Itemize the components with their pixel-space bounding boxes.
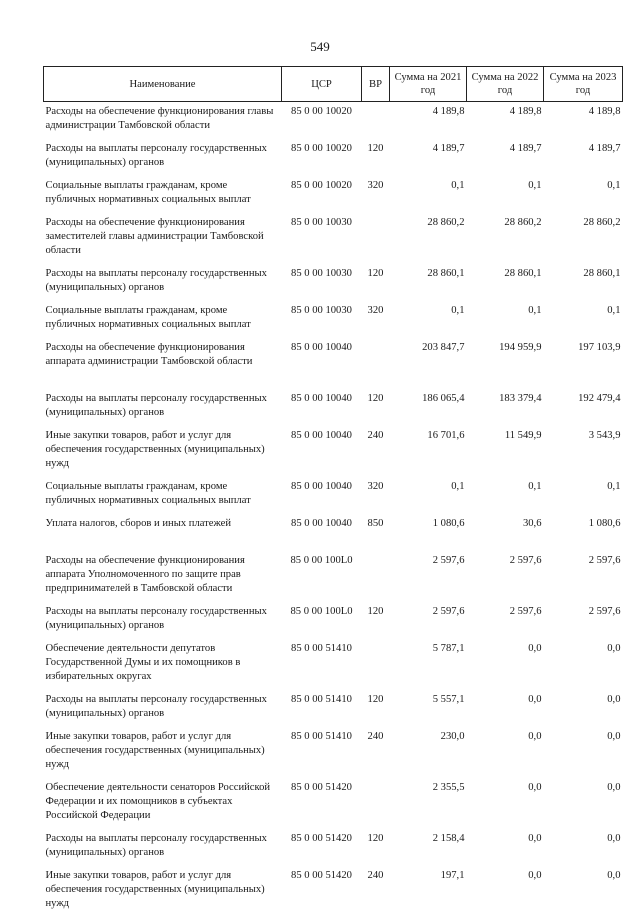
- row-name: Расходы на обеспечение функционирования аппарата Уполномоченного по защите прав предпринимателей в Тамбовской области: [44, 551, 282, 602]
- row-sum-2023: 0,0: [544, 690, 623, 727]
- row-name: Расходы на выплаты персоналу государственных (муниципальных) органов: [44, 264, 282, 301]
- row-csr: 85 0 00 10030: [282, 264, 362, 301]
- row-name: Социальные выплаты гражданам, кроме публичных нормативных социальных выплат: [44, 176, 282, 213]
- row-csr: 85 0 00 10030: [282, 213, 362, 264]
- row-sum-2021: 28 860,2: [390, 213, 467, 264]
- row-sum-2021: 0,1: [390, 176, 467, 213]
- row-csr: 85 0 00 51410: [282, 690, 362, 727]
- row-sum-2023: 4 189,8: [544, 102, 623, 140]
- row-sum-2021: 28 860,1: [390, 264, 467, 301]
- row-sum-2021: 5 787,1: [390, 639, 467, 690]
- row-name: Расходы на обеспечение функционирования главы администрации Тамбовской области: [44, 102, 282, 140]
- table-row: [44, 829, 623, 866]
- row-sum-2022: 28 860,1: [467, 264, 544, 301]
- row-sum-2022: 0,1: [467, 477, 544, 514]
- row-sum-2023: 0,0: [544, 639, 623, 690]
- row-sum-2022: 0,1: [467, 301, 544, 338]
- row-vr: 240: [362, 426, 390, 477]
- row-sum-2022: 2 597,6: [467, 551, 544, 602]
- table-header-row: [44, 67, 623, 102]
- row-sum-2023: 0,0: [544, 866, 623, 917]
- table-row: [44, 551, 623, 602]
- row-sum-2021: 4 189,8: [390, 102, 467, 140]
- row-sum-2023: 0,1: [544, 301, 623, 338]
- row-name: Обеспечение деятельности депутатов Государственной Думы и их помощников в избирательных округах: [44, 639, 282, 690]
- row-csr: 85 0 00 51420: [282, 778, 362, 829]
- row-sum-2022: 30,6: [467, 514, 544, 551]
- table-row: [44, 338, 623, 389]
- row-csr: 85 0 00 10040: [282, 338, 362, 389]
- row-csr: 85 0 00 100L0: [282, 602, 362, 639]
- row-sum-2022: 0,0: [467, 690, 544, 727]
- header-csr: ЦСР: [282, 67, 362, 102]
- row-csr: 85 0 00 51410: [282, 639, 362, 690]
- row-sum-2023: 0,1: [544, 176, 623, 213]
- table-row: [44, 176, 623, 213]
- row-vr: 120: [362, 264, 390, 301]
- row-name: Расходы на выплаты персоналу государственных (муниципальных) органов: [44, 389, 282, 426]
- row-vr: 850: [362, 514, 390, 551]
- row-sum-2022: 0,0: [467, 778, 544, 829]
- row-sum-2021: 16 701,6: [390, 426, 467, 477]
- row-vr: 120: [362, 139, 390, 176]
- row-vr: 120: [362, 602, 390, 639]
- row-csr: 85 0 00 10020: [282, 176, 362, 213]
- row-vr: [362, 213, 390, 264]
- row-vr: 240: [362, 727, 390, 778]
- row-sum-2021: 1 080,6: [390, 514, 467, 551]
- table-row: [44, 264, 623, 301]
- row-sum-2021: 2 597,6: [390, 602, 467, 639]
- row-sum-2023: 28 860,2: [544, 213, 623, 264]
- row-sum-2023: 192 479,4: [544, 389, 623, 426]
- row-name: Расходы на выплаты персоналу государственных (муниципальных) органов: [44, 690, 282, 727]
- row-csr: 85 0 00 51410: [282, 727, 362, 778]
- row-sum-2022: 0,0: [467, 829, 544, 866]
- row-sum-2023: 0,1: [544, 477, 623, 514]
- table-row: [44, 690, 623, 727]
- row-sum-2021: 4 189,7: [390, 139, 467, 176]
- row-sum-2021: 230,0: [390, 727, 467, 778]
- row-csr: 85 0 00 10040: [282, 477, 362, 514]
- row-sum-2022: 0,0: [467, 727, 544, 778]
- row-sum-2023: 0,0: [544, 778, 623, 829]
- row-sum-2023: 2 597,6: [544, 551, 623, 602]
- row-sum-2022: 4 189,8: [467, 102, 544, 140]
- row-name: Расходы на выплаты персоналу государственных (муниципальных) органов: [44, 829, 282, 866]
- row-vr: 320: [362, 176, 390, 213]
- row-vr: [362, 338, 390, 389]
- row-name: Иные закупки товаров, работ и услуг для обеспечения государственных (муниципальных) нужд: [44, 727, 282, 778]
- table-row: [44, 514, 623, 551]
- row-sum-2021: 197,1: [390, 866, 467, 917]
- header-vr: ВР: [362, 67, 390, 102]
- row-name: Социальные выплаты гражданам, кроме публичных нормативных социальных выплат: [44, 477, 282, 514]
- row-vr: [362, 551, 390, 602]
- row-csr: 85 0 00 10020: [282, 139, 362, 176]
- row-vr: 120: [362, 829, 390, 866]
- table-row: [44, 139, 623, 176]
- row-sum-2021: 0,1: [390, 301, 467, 338]
- row-csr: 85 0 00 100L0: [282, 551, 362, 602]
- budget-table: [43, 66, 623, 917]
- header-sum-2021: Сумма на 2021 год: [390, 67, 467, 102]
- row-sum-2021: 203 847,7: [390, 338, 467, 389]
- row-name: Расходы на выплаты персоналу государственных (муниципальных) органов: [44, 602, 282, 639]
- table-row: [44, 102, 623, 140]
- row-name: Расходы на обеспечение функционирования заместителей главы администрации Тамбовской области: [44, 213, 282, 264]
- row-sum-2023: 2 597,6: [544, 602, 623, 639]
- header-sum-2023: Сумма на 2023 год: [544, 67, 623, 102]
- table-row: [44, 389, 623, 426]
- row-csr: 85 0 00 10020: [282, 102, 362, 140]
- row-sum-2023: 3 543,9: [544, 426, 623, 477]
- row-name: Иные закупки товаров, работ и услуг для обеспечения государственных (муниципальных) нужд: [44, 866, 282, 917]
- row-sum-2023: 28 860,1: [544, 264, 623, 301]
- table-row: [44, 477, 623, 514]
- row-vr: [362, 639, 390, 690]
- row-csr: 85 0 00 10040: [282, 389, 362, 426]
- table-row: [44, 301, 623, 338]
- row-name: Расходы на обеспечение функционирования аппарата администрации Тамбовской области: [44, 338, 282, 389]
- row-vr: [362, 778, 390, 829]
- row-name: Иные закупки товаров, работ и услуг для обеспечения государственных (муниципальных) нужд: [44, 426, 282, 477]
- row-sum-2023: 1 080,6: [544, 514, 623, 551]
- row-vr: 240: [362, 866, 390, 917]
- page-number: 549: [0, 39, 640, 55]
- row-sum-2023: 0,0: [544, 727, 623, 778]
- row-sum-2021: 2 355,5: [390, 778, 467, 829]
- header-sum-2022: Сумма на 2022 год: [467, 67, 544, 102]
- row-sum-2021: 5 557,1: [390, 690, 467, 727]
- row-csr: 85 0 00 10040: [282, 426, 362, 477]
- row-sum-2022: 4 189,7: [467, 139, 544, 176]
- table-row: [44, 639, 623, 690]
- table-row: [44, 213, 623, 264]
- row-sum-2021: 2 597,6: [390, 551, 467, 602]
- row-sum-2022: 11 549,9: [467, 426, 544, 477]
- table-row: [44, 426, 623, 477]
- row-sum-2022: 183 379,4: [467, 389, 544, 426]
- row-sum-2022: 0,0: [467, 639, 544, 690]
- row-csr: 85 0 00 10040: [282, 514, 362, 551]
- row-sum-2022: 0,1: [467, 176, 544, 213]
- row-sum-2022: 194 959,9: [467, 338, 544, 389]
- row-sum-2023: 4 189,7: [544, 139, 623, 176]
- row-vr: 120: [362, 690, 390, 727]
- table-row: [44, 778, 623, 829]
- table-body: [44, 102, 623, 917]
- row-vr: 320: [362, 477, 390, 514]
- table-row: [44, 602, 623, 639]
- row-sum-2022: 28 860,2: [467, 213, 544, 264]
- row-sum-2022: 0,0: [467, 866, 544, 917]
- row-sum-2022: 2 597,6: [467, 602, 544, 639]
- row-name: Социальные выплаты гражданам, кроме публичных нормативных социальных выплат: [44, 301, 282, 338]
- row-sum-2021: 2 158,4: [390, 829, 467, 866]
- row-vr: [362, 102, 390, 140]
- header-name: Наименование: [44, 67, 282, 102]
- row-sum-2021: 186 065,4: [390, 389, 467, 426]
- row-sum-2023: 197 103,9: [544, 338, 623, 389]
- row-sum-2021: 0,1: [390, 477, 467, 514]
- row-name: Уплата налогов, сборов и иных платежей: [44, 514, 282, 551]
- row-csr: 85 0 00 51420: [282, 866, 362, 917]
- row-vr: 120: [362, 389, 390, 426]
- table-row: [44, 727, 623, 778]
- row-csr: 85 0 00 10030: [282, 301, 362, 338]
- row-name: Обеспечение деятельности сенаторов Российской Федерации и их помощников в субъектах Российской Федерации: [44, 778, 282, 829]
- row-vr: 320: [362, 301, 390, 338]
- row-name: Расходы на выплаты персоналу государственных (муниципальных) органов: [44, 139, 282, 176]
- row-csr: 85 0 00 51420: [282, 829, 362, 866]
- table-row: [44, 866, 623, 917]
- row-sum-2023: 0,0: [544, 829, 623, 866]
